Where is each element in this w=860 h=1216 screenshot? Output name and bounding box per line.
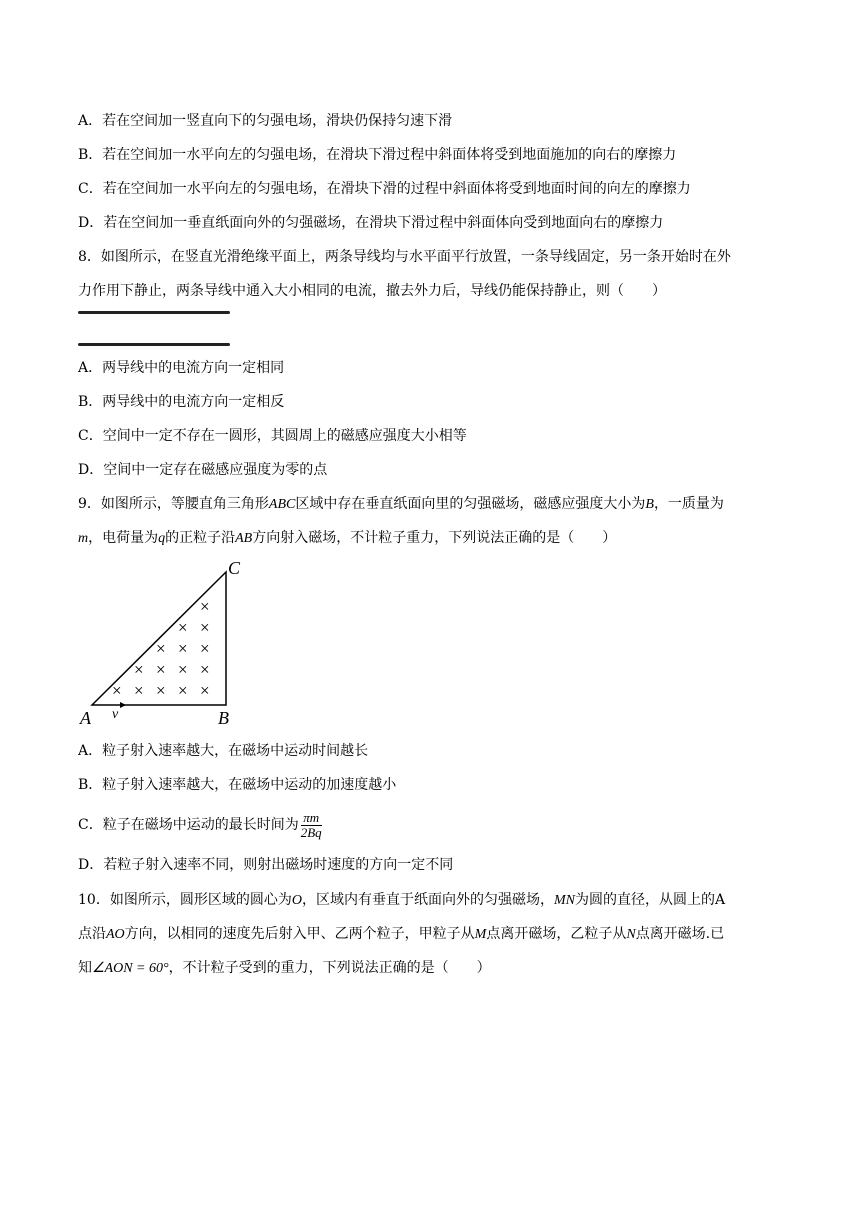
field-cross-icon: × [178,618,188,637]
field-cross-icon: × [134,681,144,700]
q10-text: 方向，以相同的速度先后射入甲、乙两个粒子，甲粒子从 [124,926,475,942]
field-cross-icon: × [178,660,188,679]
q10-text: ，不计粒子受到的重力，下列说法正确的是（ ） [168,960,491,976]
q9-option-c-text: C．粒子在磁场中运动的最长时间为 [78,817,299,833]
q10-text: 知 [78,960,92,976]
q10-var-ao: AO [106,927,125,942]
q9-var-b: B [645,497,654,512]
field-cross-icon: × [134,660,144,679]
q10-stem-line2 [78,924,724,945]
q10-var-o: O [291,893,302,908]
q7-option-b: B．若在空间加一水平向左的匀强电场，在滑块下滑过程中斜面体将受到地面施加的向右的摩擦力 [78,147,677,163]
q8-option-a: A．两导线中的电流方向一定相同 [78,360,285,376]
q10-var-mn: MN [553,893,575,908]
q8-option-d: D．空间中一定存在磁感应强度为零的点 [78,462,328,478]
q7-option-d: D．若在空间加一垂直纸面向外的匀强磁场，在滑块下滑过程中斜面体向受到地面向右的摩擦力 [78,215,664,231]
wire-bottom [78,343,230,346]
q8-option-b: B．两导线中的电流方向一定相反 [78,394,285,410]
q9-var-q: q [158,531,166,546]
label-c: C [228,558,241,578]
q9-stem-line1 [78,494,724,515]
q9-text: 方向射入磁场，不计粒子重力，下列说法正确的是（ ） [252,530,617,546]
label-v: v [112,707,119,722]
q10-stem-line3 [78,958,491,979]
q9-option-c [78,808,322,842]
q10-var-m: M [474,927,487,942]
q10-angle: ∠AON = 60° [92,961,169,976]
q8-stem-line2: 力作用下静止，两条导线中通入大小相同的电流，撤去外力后，导线仍能保持静止，则（ ） [78,283,666,299]
q10-text: 点离开磁场.已 [635,926,725,942]
fraction-denominator: 2Bq [300,824,322,840]
field-cross-icon: × [178,639,188,658]
velocity-arrowhead [120,702,126,708]
field-cross-icon: × [156,660,166,679]
q9-option-d: D．若粒子射入速率不同，则射出磁场时速度的方向一定不同 [78,857,454,873]
q10-text: ，区域内有垂直于纸面向外的匀强磁场， [301,892,554,908]
q9-var-m: m [78,531,89,546]
field-cross-icon: × [200,639,210,658]
q10-var-n: N [626,927,636,942]
triangle-field-figure [78,556,258,728]
q9-text: 9．如图所示，等腰直角三角形 [78,496,269,512]
field-cross-icon: × [156,639,166,658]
field-cross-icon: × [112,681,122,700]
q9-text: ，电荷量为 [88,530,159,546]
q10-text: 点离开磁场，乙粒子从 [486,926,627,942]
q10-text: 为圆的直径，从圆上的A [574,892,726,908]
q9-option-b: B．粒子射入速率越大，在磁场中运动的加速度越小 [78,777,397,793]
fraction-pi-m-over-2bq [301,811,322,840]
q9-option-a: A．粒子射入速率越大，在磁场中运动时间越长 [78,743,369,759]
q10-text: 10．如图所示，圆形区域的圆心为 [78,892,292,908]
field-cross-icon: × [200,597,210,616]
field-cross-icon: × [156,681,166,700]
q9-text: 区域中存在垂直纸面向里的匀强磁场，磁感应强度大小为 [295,496,646,512]
q9-var-ab: AB [235,531,253,546]
q10-text: 点沿 [78,926,106,942]
q7-option-c: C．若在空间加一水平向左的匀强电场，在滑块下滑的过程中斜面体将受到地面时间的向左的摩擦力 [78,181,691,197]
q8-option-c: C．空间中一定不存在一圆形，其圆周上的磁感应强度大小相等 [78,428,467,444]
label-b: B [218,708,229,728]
label-a: A [80,708,91,728]
q9-text: ，一质量为 [653,496,724,512]
q7-option-a: A．若在空间加一竖直向下的匀强电场，滑块仍保持匀速下滑 [78,113,453,129]
field-cross-icon: × [178,681,188,700]
wire-top [78,311,230,314]
q8-stem-line1: 8．如图所示，在竖直光滑绝缘平面上，两条导线均与水平面平行放置，一条导线固定，另一条开始时在外 [78,249,731,265]
field-cross-icon: × [200,681,210,700]
q9-stem-line2 [78,528,616,549]
magnetic-field-crosses [112,597,210,700]
q10-stem-line1 [78,890,725,911]
fraction-numerator: πm [301,811,322,826]
field-cross-icon: × [200,660,210,679]
q9-var-abc: ABC [268,497,296,512]
q9-text: 的正粒子沿 [165,530,236,546]
field-cross-icon: × [200,618,210,637]
